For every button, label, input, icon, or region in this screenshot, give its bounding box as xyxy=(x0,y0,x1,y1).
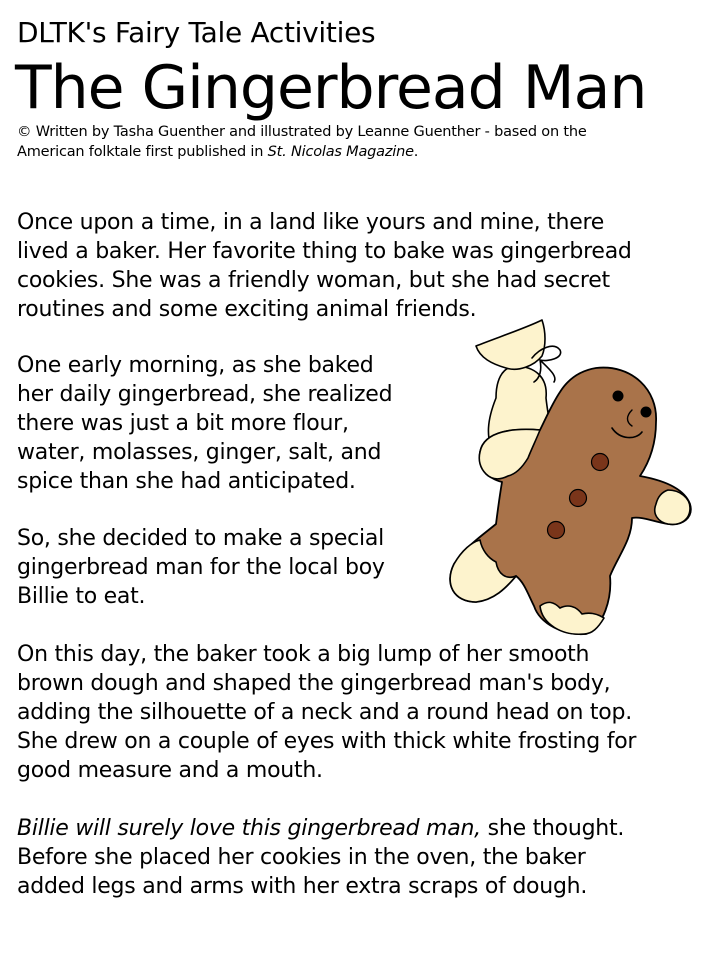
story-line-rest: she thought. xyxy=(480,816,625,841)
credit-text xyxy=(17,122,707,162)
story-line: Before she placed her cookies in the oven, the baker xyxy=(17,845,586,870)
credit-source: St. Nicolas Magazine xyxy=(267,144,414,160)
story-line: spice than she had anticipated. xyxy=(17,469,356,494)
series-title: DLTK's Fairy Tale Activities xyxy=(17,16,376,49)
left-eye-icon xyxy=(613,391,624,402)
story-paragraph-3 xyxy=(17,524,385,611)
story-line: there was just a bit more flour, xyxy=(17,411,349,436)
story-line: lived a baker. Her favorite thing to bake was gingerbread xyxy=(17,239,632,264)
button-icon xyxy=(548,522,565,539)
button-icon xyxy=(592,454,609,471)
story-line: good measure and a mouth. xyxy=(17,758,323,783)
story-paragraph-2 xyxy=(17,351,392,496)
credit-line-2-start: American folktale first published in xyxy=(17,144,268,160)
story-line: adding the silhouette of a neck and a round head on top. xyxy=(17,700,632,725)
story-paragraph-4 xyxy=(17,640,636,785)
story-line: She drew on a couple of eyes with thick white frosting for xyxy=(17,729,637,754)
gingerbread-man-icon xyxy=(436,318,706,638)
story-line: routines and some exciting animal friends. xyxy=(17,297,477,322)
credit-line-2-end: . xyxy=(413,144,419,160)
button-icon xyxy=(570,490,587,507)
story-line xyxy=(17,814,624,843)
story-line: cookies. She was a friendly woman, but she had secret xyxy=(17,268,610,293)
story-line: added legs and arms with her extra scraps of dough. xyxy=(17,874,588,899)
page-title: The Gingerbread Man xyxy=(15,53,647,123)
story-line: water, molasses, ginger, salt, and xyxy=(17,440,382,465)
story-line: gingerbread man for the local boy xyxy=(17,555,385,580)
story-line: Billie to eat. xyxy=(17,584,146,609)
story-line: her daily gingerbread, she realized xyxy=(17,382,393,407)
story-line: Once upon a time, in a land like yours and mine, there xyxy=(17,210,605,235)
story-paragraph-5 xyxy=(17,814,624,901)
story-thought-italic: Billie will surely love this gingerbread man, xyxy=(17,816,481,841)
story-line: So, she decided to make a special xyxy=(17,526,384,551)
story-line: On this day, the baker took a big lump of her smooth xyxy=(17,642,590,667)
credit-line-2 xyxy=(17,142,707,162)
flour-sack-top xyxy=(476,320,545,369)
right-eye-icon xyxy=(641,407,652,418)
story-line: One early morning, as she baked xyxy=(17,353,374,378)
credit-line-1: © Written by Tasha Guenther and illustrated by Leanne Guenther - based on the xyxy=(17,124,587,140)
story-line: brown dough and shaped the gingerbread man's body, xyxy=(17,671,611,696)
story-paragraph-1 xyxy=(17,208,632,324)
